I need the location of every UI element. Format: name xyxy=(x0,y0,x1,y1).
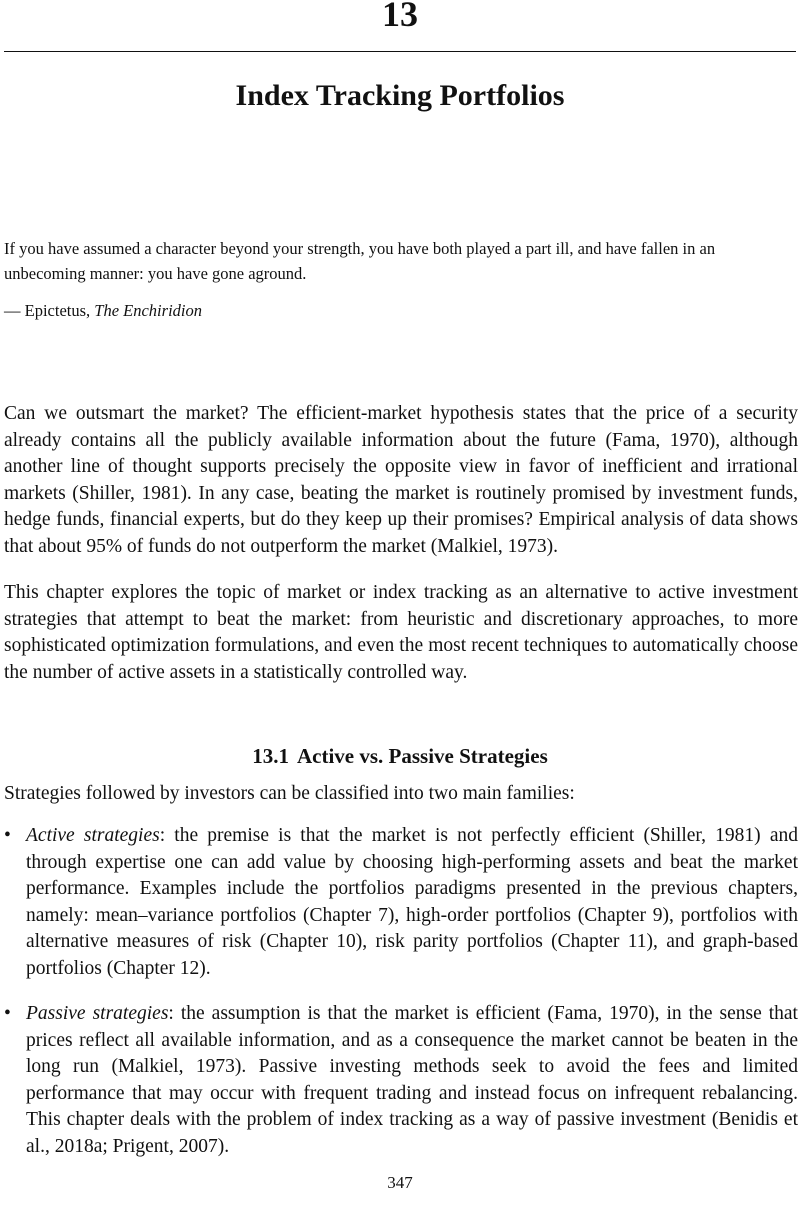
epigraph-quote: If you have assumed a character beyond your strength, you have both played a part ill, and have fallen in an unbecoming manner: you have gone aground. xyxy=(4,239,716,283)
bullet-icon: • xyxy=(4,1003,11,1024)
chapter-title: Index Tracking Portfolios xyxy=(235,79,565,112)
section-number: 13.1 xyxy=(252,744,289,768)
body-paragraph-1: Can we outsmart the market? The efficient-market hypothesis states that the price of a security already contains all the publicly available information about the future (Fama, 1970), although another line of thought supports precisely the opposite view in favor of inefficient and irrational markets (Shiller, 1981). In any case, beating the market is routinely promised by investment funds, hedge funds, financial experts, but do they keep up their promises? Empirical analysis of data shows that about 95% of funds do not outperform the market (Malkiel, 1973). xyxy=(4,403,798,557)
bullet-text: : the assumption is that the market is efficient (Fama, 1970), in the sense that prices reflect all available information, and as a consequence the market cannot be beaten in the long run (Malkiel, 1973). Passive investing methods seek to avoid the fees and limited performance that may occur with frequent trading and instead focus on infrequent rebalancing. This chapter deals with the problem of index tracking as a way of passive investment (Benidis et al., 2018a; Prigent, 2007). xyxy=(26,1003,798,1157)
bullet-text: : the premise is that the market is not perfectly efficient (Shiller, 1981) and through expertise one can add value by choosing high-performing assets and beat the market performance. Examples include the portfolios paradigms presented in the previous chapters, namely: mean–variance portfolios (Chapter 7), high-order portfolios (Chapter 9), portfolios with alternative measures of risk (Chapter 10), risk parity portfolios (Chapter 11), and graph-based portfolios (Chapter 12). xyxy=(26,825,798,979)
attribution-author: — Epictetus, xyxy=(4,301,95,320)
bullet-term: Active strategies xyxy=(26,825,160,846)
attribution-work: The Enchiridion xyxy=(94,301,202,320)
list-item-active-strategies xyxy=(4,823,798,982)
bullet-icon: • xyxy=(4,825,11,846)
bullet-body xyxy=(26,823,798,982)
section-heading xyxy=(0,742,800,770)
epigraph-attribution xyxy=(4,298,794,323)
section-title: Active vs. Passive Strategies xyxy=(296,744,548,768)
chapter-rule xyxy=(4,51,796,52)
page-number: 347 xyxy=(387,1173,413,1192)
section-intro: Strategies followed by investors can be classified into two main families: xyxy=(4,783,575,804)
bullet-term: Passive strategies xyxy=(26,1003,169,1024)
bullet-body xyxy=(26,1001,798,1160)
chapter-number: 13 xyxy=(382,0,418,34)
list-item-passive-strategies xyxy=(4,1001,798,1160)
body-paragraph-2: This chapter explores the topic of market or index tracking as an alternative to active investment strategies that attempt to beat the market: from heuristic and discretionary approaches, to more sophisticated optimization formulations, and even the most recent techniques to automatically choose the number of active assets in a statistically controlled way. xyxy=(4,582,798,683)
